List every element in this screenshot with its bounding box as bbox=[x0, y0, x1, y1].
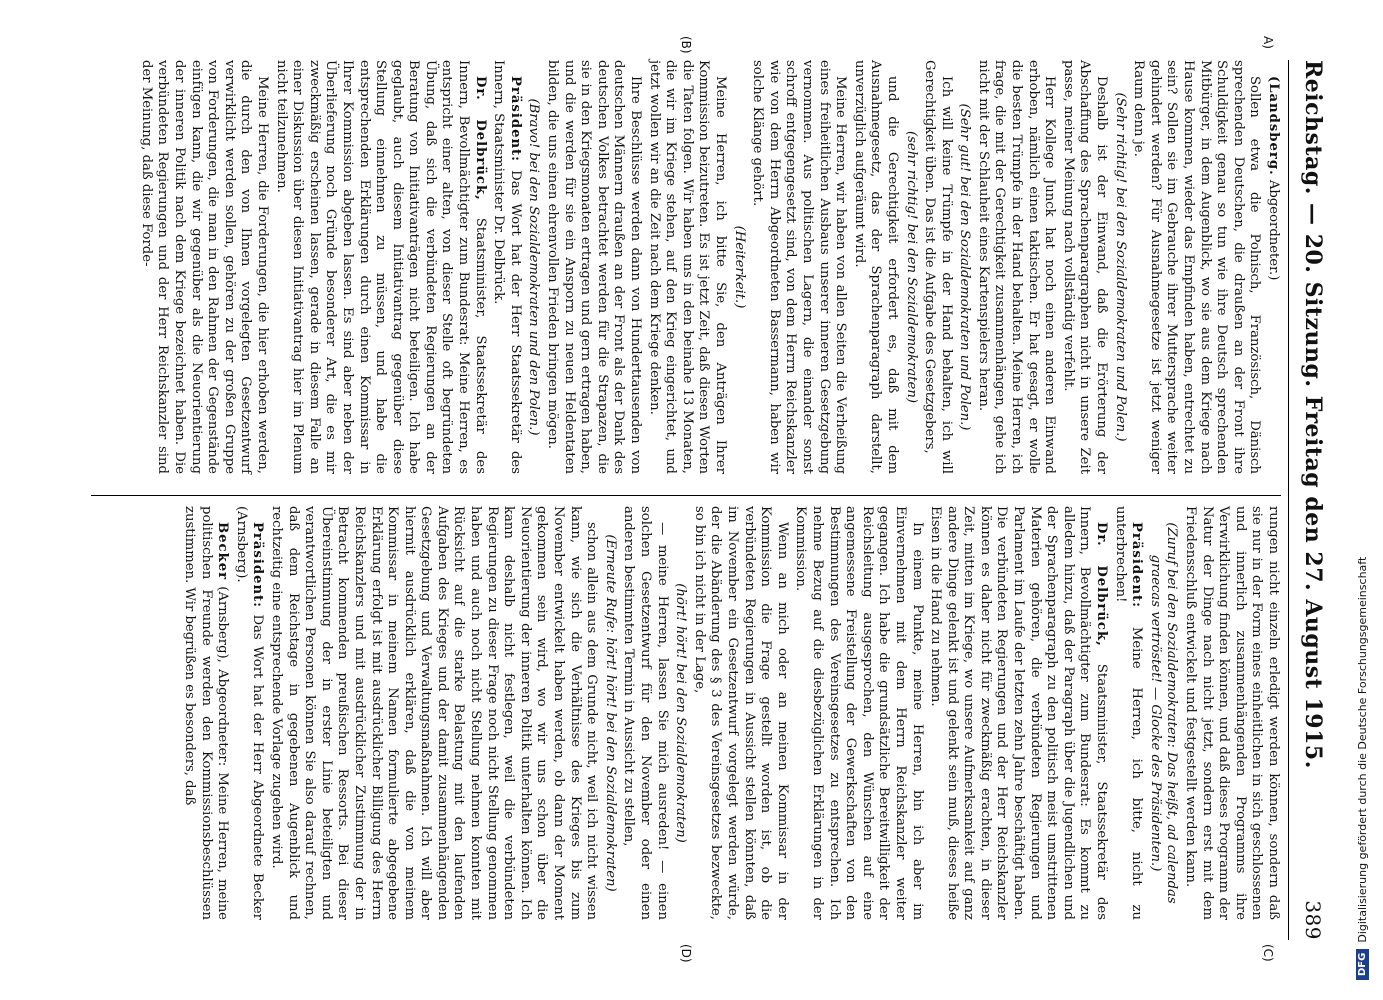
paragraph-text: Herr Kollege Junck hat noch einen anderen Einwand erhoben, nämlich einen taktischen. Er hat gesagt, er wolle die besten Trümpfe in der Hand behalten. Meine Herren, ich frage, die mit der Gerechtigkeit zusammenhängen, gehe ich nicht mit der Schlauheit eines Kartenspielers heran. bbox=[975, 60, 1058, 474]
paragraph bbox=[1130, 60, 1263, 474]
paragraph-text: Abgeordneter.) bbox=[1266, 175, 1281, 281]
paragraph bbox=[645, 60, 728, 474]
speaker-name: (Landsberg. bbox=[1266, 76, 1281, 176]
interjection: (Zuruf bei den Sozialdemokraten: Das heißt, ad calendas graecas vertröstet! — Glocke des Präsidenten.) bbox=[1147, 522, 1180, 904]
margin-marker-c: (C) bbox=[1261, 944, 1275, 962]
paragraph bbox=[232, 506, 265, 920]
paragraph bbox=[272, 60, 488, 474]
paragraph-text: Staatsminister, Staatssekretär des Innern, Bevollmächtigter zum Bundesrat: Es kommt zu alledem hinzu, daß der Paragraph über die Jugendlichen und der Sprachenparagraph zu den politisch meist umstrittenen Materien gehören, die verbündeten Regierungen und Parlament im Laufe der letzten zehn Jahre beschäftigt haben. Die verbündeten Regierungen und der Herr Reichskanzler können es daher nicht für zweckmäßig erachten, in dieser Zeit, mitten im Kriege, wo unsere Aufmerksamkeit auf ganz andere Dinge gelenkt ist und gelenkt sein muß, dieses heiße Eisen in die Hand zu nehmen. bbox=[928, 506, 1110, 920]
paragraph bbox=[1181, 506, 1281, 920]
page-header bbox=[1293, 60, 1333, 940]
paragraph-text: schon allein aus dem Grunde nicht, weil ich nicht wissen kann, wie sich die Verhältnisse des Krieges bis zum November entwickelt haben werden, ob dann der Moment gekommen sein wird, wo wir uns schon über die Neuorientierung der inneren Politik unterhalten können. Ich kann deshalb nicht festlegen, weil die verbündeten Regierungen zu dieser Frage noch nicht Stellung genommen haben und auch noch nicht Stellung nehmen konnten mit Rücksicht auf die starke Belastung mit den laufenden Aufgaben des Krieges und der damit zusammenhängenden Gesetzgebung und Verwaltungsmaßnahmen. Ich will aber hiermit ausdrücklich erklären, daß die von meinem Kommissar in meinem Namen formulierte abgegebene Erklärung erfolgt ist mit ausdrücklicher Billigung des Herrn Reichskanzlers und mit ausdrücklicher Zustimmung der in Betracht kommenden preußischen Ressorts. Bei dieser Übereinstimmung der in erster Linie beteiligten und verantwortlichen Personen können Sie also darauf rechnen, daß dem Reichstage in gegebenen Augenblick und rechtzeitig eine entsprechende Vorlage zugehen wird. bbox=[268, 506, 600, 920]
paragraph bbox=[180, 506, 230, 920]
paragraph-text: In einem Punkte, meine Herren, bin ich aber im Einvernehmen mit dem Herrn Reichskanzler weiter gegangen. Ich habe die grundsätzliche Bereitwilligkeit der Reichsleitung ausgesprochen, den Wünschen auf eine angemessene Freistellung der Gewerkschaften von den Bestimmungen des Vereinsgesetzes zu entsprechen. Ich nehme Bezug auf die diesbezüglichen Erklärungen in der Kommission. bbox=[793, 506, 925, 920]
paragraph-text: Meine Herren, wir haben von allen Seiten die Verheißung eines freiheitlichen Ausbaus unserer inneren Gesetzgebung vernommen. Aus politischen Lagern, die einander sonst schroff entgegengesetzt sind, von dem Herrn Reichskanzler wie von dem Herrn Abgeordneten Bassermann, haben wir solche Klänge gehört. bbox=[750, 60, 849, 474]
interjection: (Erneute Rufe: hört! hört! bei den Sozialdemokraten) bbox=[602, 534, 618, 892]
paragraph bbox=[267, 506, 599, 920]
paragraph bbox=[749, 60, 849, 474]
paragraph-text: Meine Herren, die Forderungen, die hier erhoben werden, die durch den von Ihnen vorgelegten Gesetzentwurf verwirklicht werden sollen, gehören zu der großen Gruppe von Forderungen, die man in den Rahmen der Gegenstände einfügen kann, die wir gegenüber als die Neuorientierung der inneren Politik nach dem Kriege bezeichnet haben. Die verbündeten Regierungen und der Herr Reichskanzler sind der Meinung, daß diese Forde- bbox=[138, 60, 270, 474]
paragraph-text: Staatsminister, Staatssekretär des Innern, Bevollmächtigter zum Bundesrat: Meine Herren, es entspricht einer alten, von dieser Stelle oft begründeten Übung, daß sich die verbündeten Regierungen an der Beratung von Initiativanträgen nicht beteiligen. Ich habe geglaubt, auch diesem Initiativantrag gegenüber diese Stellung einnehmen zu müssen, und habe die entsprechenden Erklärungen durch einen Kommissar in Ihrer Kommission abgeben lassen. Es sind aber neben der Überlieferung noch Gründe besonderer Art, die es mir zweckmäßig erscheinen lassen, gerade in diesem Falle an einer Diskussion über diesen Initiativantrag hier im Plenum nicht teilzunehmen. bbox=[273, 60, 488, 474]
footer bbox=[1345, 40, 1369, 980]
paragraph-text: Das Wort hat der Herr Staatssekretär des Innern, Staatsminister Dr. Delbrück. bbox=[491, 60, 523, 474]
paragraph bbox=[690, 506, 790, 920]
page-number: 389 bbox=[1301, 900, 1325, 940]
speaker-name: Präsident: bbox=[507, 76, 523, 163]
paragraph-text: Wenn an mich oder an meinen Kommissar in der Kommission die Frage gestellt worden ist, ob die verbündeten Regierungen in Aussicht stellen könnten, daß im November ein Gesetzentwurf vorgelegt werden würde, der die Abänderung des § 3 des Vereinsgesetzes bezweckte, so bin ich nicht in der Lage, bbox=[691, 506, 790, 920]
paragraph-text: rungen nicht einzeln erledigt werden können, sondern daß sie nur in der Form eines einheitlichen in sich geschlossenen und innerlich zusammenhängenden Programms ihre Verwirklichung finden können, und daß dieses Programm der Natur der Dinge nach nicht jetzt, sondern erst mit dem Friedensschluß entwickelt und festgestellt werden kann. bbox=[1183, 506, 1281, 920]
running-title: Reichstag. — 20. Sitzung. Freitag den 27. August 1915. bbox=[1300, 60, 1326, 769]
paragraph bbox=[543, 60, 643, 474]
paragraph bbox=[921, 60, 954, 474]
margin-marker-b: (B) bbox=[679, 36, 693, 54]
paragraph-text: — meine Herren, lassen Sie mich ausreden! — einen solchen Gesetzentwurf für den November oder einen anderen bestimmten Termin in Aussicht zu stellen, bbox=[621, 506, 670, 920]
rotated-document-page bbox=[63, 20, 1333, 980]
paragraph-text: Deshalb ist der Einwand, daß die Erörterung der Abschaffung des Sprachenparagraphen nicht in unsere Zeit passe, meiner Meinung nach vollständig verfehlt. bbox=[1060, 60, 1110, 474]
paragraph-text: Sollen etwa die Polnisch, Französisch, Dänisch sprechenden Deutschen, die draußen an der Front ihre Schuldigkeit genau so tun wie ihre Deutsch sprechenden Mitbürger, in dem Augenblick, wo sie aus dem Kriege nach Hause kommen, wieder das Empfinden haben, entrechtet zu sein? Sollen sie im Gebrauche ihrer Muttersprache weiter gehindert werden? Für Ausnahmegesetze ist jetzt weniger Raum denn je. bbox=[1131, 60, 1263, 474]
paragraph bbox=[137, 60, 270, 474]
speaker-name: Dr. Delbrück, bbox=[1094, 522, 1110, 647]
paragraph-text: Meine Herren, ich bitte Sie, den Anträgen Ihrer Kommission beizutreten. Es ist jetzt Zeit, daß diesen Worten die Taten folgen. Wir haben uns in den beinahe 13 Monaten, die wir im Kriege stehen, auf den Krieg eingerichtet, und jetzt wollen wir an die Zeit nach dem Kriege denken. bbox=[646, 60, 728, 474]
interjection: (Bravo! bei den Sozialdemokraten und den Polen.) bbox=[526, 98, 542, 436]
interjection: (hört! hört! bei den Sozialdemokraten) bbox=[673, 583, 689, 843]
paragraph bbox=[620, 506, 670, 920]
paragraph bbox=[1059, 60, 1109, 474]
margin-marker-a: A) bbox=[1261, 36, 1275, 49]
paragraph-text: Meine Herren, ich bitte, nicht zu unterbrechen! bbox=[1112, 506, 1145, 920]
paragraph bbox=[792, 506, 925, 920]
paragraph-text: (Arnsberg), Abgeordneter: Meine Herren, meine politischen Freunde werden den Kommissionsbeschlüssen zustimmen. Wir begrüßen es besonders, daß bbox=[182, 506, 231, 920]
paragraph bbox=[1264, 60, 1281, 474]
dfg-logo: DFG bbox=[1356, 949, 1369, 980]
speaker-name: Dr. Delbrück, bbox=[472, 76, 488, 201]
paragraph bbox=[1111, 506, 1144, 920]
paragraph bbox=[974, 60, 1057, 474]
right-text-column bbox=[178, 506, 1281, 920]
speaker-name: Becker bbox=[215, 522, 231, 581]
interjection: (Sehr gut! bei den Sozialdemokraten und Polen.) bbox=[957, 103, 973, 431]
paragraph bbox=[850, 60, 900, 474]
interjection: (Heiterkeit.) bbox=[731, 225, 747, 309]
paragraph-text: Ihre Beschlüsse werden dann von Hunderttausenden von deutschen Männern draußen an der Front als der Dank des deutschen Volkes betrachtet werden für die Strapazen, die sie in den Kriegsmonaten ertragen und gern ertragen haben, und die werden für sie ein Ansporn zu neuen Heldentaten bilden, die uns einen ehrenvollen Frieden bringen mögen. bbox=[545, 60, 644, 474]
margin-marker-d: (D) bbox=[679, 944, 693, 963]
paragraph-text: und die Gerechtigkeit erfordert es, daß mit dem Ausnahmegesetz, das der Sprachenparagraph darstellt, unverzüglich aufgeräumt wird. bbox=[851, 60, 900, 474]
column-divider bbox=[91, 495, 1281, 496]
paragraph-text: Ich will keine Trümpfe in der Hand behalten, ich will Gerechtigkeit üben. Das ist die Aufgabe des Gesetzgebers, bbox=[922, 60, 954, 474]
paragraph bbox=[490, 60, 523, 474]
paragraph-text: Das Wort hat der Herr Abgeordnete Becker (Arnsberg). bbox=[233, 506, 266, 920]
paragraph bbox=[927, 506, 1110, 920]
header-rule bbox=[1288, 60, 1289, 940]
speaker-name: Präsident: bbox=[250, 522, 266, 609]
interjection: (Sehr richtig! bei den Sozialdemokraten und Polen.) bbox=[1112, 92, 1128, 442]
interjection: (sehr richtig! bei den Sozialdemokraten) bbox=[903, 131, 919, 403]
footer-text: Digitalisierung gefördert durch die Deutsche Forschungsgemeinschaft bbox=[1356, 556, 1369, 943]
left-text-column bbox=[135, 60, 1281, 474]
speaker-name: Präsident: bbox=[1129, 522, 1145, 609]
